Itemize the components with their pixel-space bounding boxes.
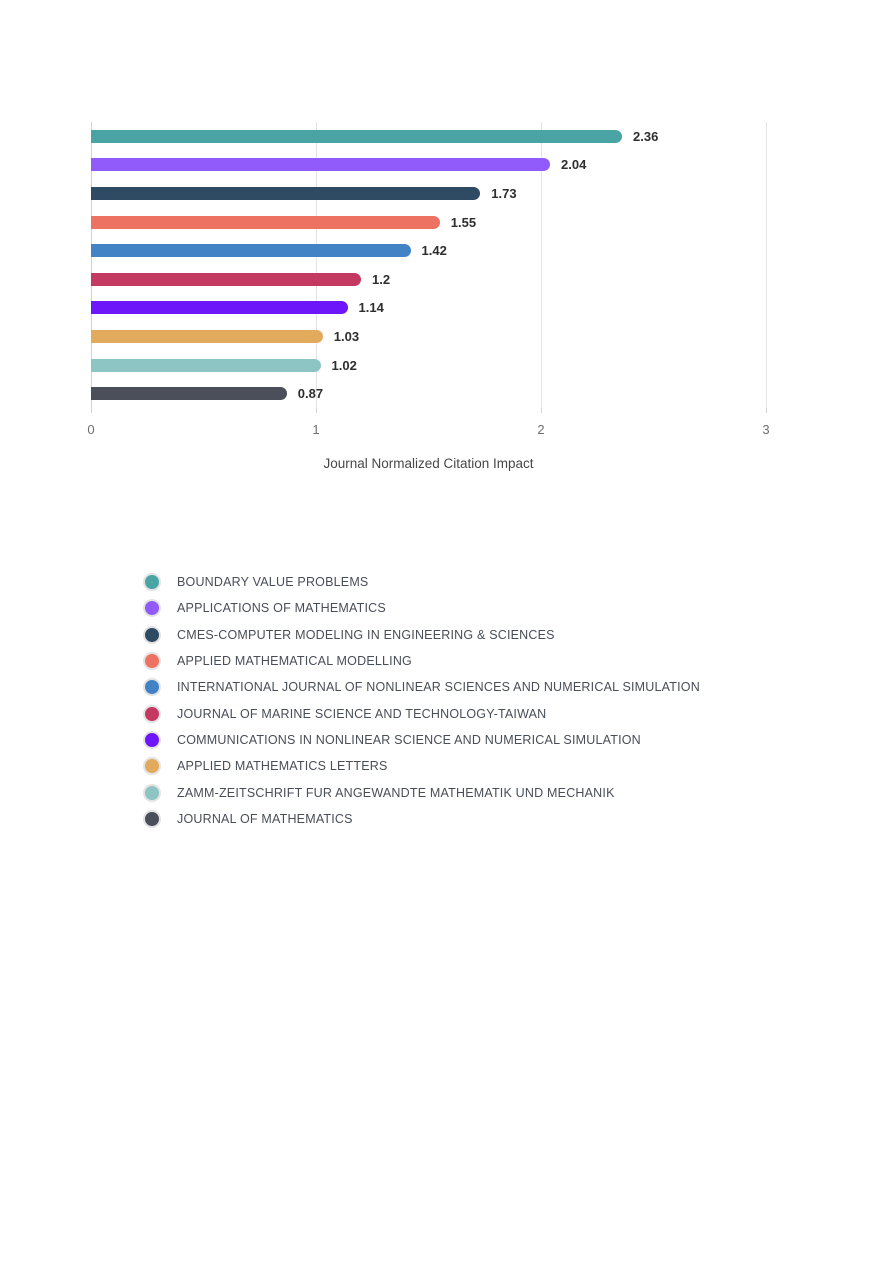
x-axis	[87, 422, 770, 440]
legend-item[interactable]	[143, 674, 700, 700]
legend-item-label: BOUNDARY VALUE PROBLEMS	[177, 575, 369, 590]
bar-value-label: 1.14	[358, 300, 384, 316]
x-tick-label: 1	[312, 422, 320, 437]
legend-item-label: APPLICATIONS OF MATHEMATICS	[177, 601, 386, 616]
legend-item-label: APPLIED MATHEMATICS LETTERS	[177, 759, 388, 774]
bar-row	[91, 265, 766, 294]
legend-item[interactable]	[143, 700, 700, 726]
legend-item-label: JOURNAL OF MARINE SCIENCE AND TECHNOLOGY-TAIWAN	[177, 706, 547, 721]
gridline	[766, 122, 767, 408]
legend-item[interactable]	[143, 779, 700, 805]
bar-row	[91, 379, 766, 408]
x-tick-label: 0	[87, 422, 95, 437]
bar[interactable]	[91, 330, 323, 343]
bar-value-label: 1.73	[491, 185, 517, 201]
bar-row	[91, 236, 766, 265]
legend-dot-icon	[143, 599, 161, 617]
x-tick-label: 3	[762, 422, 770, 437]
legend-item-label: ZAMM-ZEITSCHRIFT FUR ANGEWANDTE MATHEMATIK UND MECHANIK	[177, 785, 615, 800]
legend-dot-icon	[143, 678, 161, 696]
x-tick-label: 2	[537, 422, 545, 437]
bar-value-label: 2.04	[561, 157, 587, 173]
bar-row	[91, 122, 766, 151]
legend-dot-icon	[143, 705, 161, 723]
bar[interactable]	[91, 359, 321, 372]
bar-value-label: 1.02	[331, 357, 357, 373]
legend-item-label: APPLIED MATHEMATICAL MODELLING	[177, 654, 412, 669]
bar-value-label: 1.03	[333, 328, 360, 344]
bar-value-label: 0.87	[297, 386, 324, 402]
bar-row	[91, 351, 766, 380]
legend-dot-icon	[143, 810, 161, 828]
bar-value-label: 1.55	[450, 214, 477, 230]
legend-dot-icon	[143, 652, 161, 670]
axis-tick	[766, 408, 767, 413]
legend-item-label: CMES-COMPUTER MODELING IN ENGINEERING & SCIENCES	[177, 627, 555, 642]
axis-tick	[91, 408, 92, 413]
legend-item[interactable]	[143, 569, 700, 595]
bar-value-label: 2.36	[633, 128, 659, 144]
x-axis-title: Journal Normalized Citation Impact	[323, 456, 534, 471]
axis-tick	[541, 408, 542, 413]
legend-item[interactable]	[143, 753, 700, 779]
legend	[143, 569, 700, 832]
bar-row	[91, 208, 766, 237]
bar[interactable]	[91, 301, 348, 314]
bar[interactable]	[91, 130, 622, 143]
bar[interactable]	[91, 273, 361, 286]
axis-tick	[316, 408, 317, 413]
bar-row	[91, 179, 766, 208]
bar-rows	[91, 122, 766, 408]
legend-dot-icon	[143, 626, 161, 644]
legend-item[interactable]	[143, 595, 700, 621]
bar[interactable]	[91, 387, 287, 400]
bar[interactable]	[91, 187, 480, 200]
legend-dot-icon	[143, 731, 161, 749]
legend-dot-icon	[143, 784, 161, 802]
bar-row	[91, 151, 766, 180]
legend-item-label: INTERNATIONAL JOURNAL OF NONLINEAR SCIENCES AND NUMERICAL SIMULATION	[177, 680, 700, 695]
bar-value-label: 1.2	[372, 271, 391, 287]
legend-item-label: COMMUNICATIONS IN NONLINEAR SCIENCE AND NUMERICAL SIMULATION	[177, 732, 641, 747]
legend-item[interactable]	[143, 727, 700, 753]
bar-row	[91, 322, 766, 351]
bar[interactable]	[91, 158, 550, 171]
legend-item-label: JOURNAL OF MATHEMATICS	[177, 811, 353, 826]
bar-value-label: 1.42	[421, 243, 447, 259]
bar[interactable]	[91, 244, 411, 257]
legend-item[interactable]	[143, 622, 700, 648]
legend-dot-icon	[143, 573, 161, 591]
legend-dot-icon	[143, 757, 161, 775]
legend-item[interactable]	[143, 648, 700, 674]
plot-area	[91, 122, 766, 408]
legend-item[interactable]	[143, 806, 700, 832]
bar-row	[91, 294, 766, 323]
bar[interactable]	[91, 216, 440, 229]
